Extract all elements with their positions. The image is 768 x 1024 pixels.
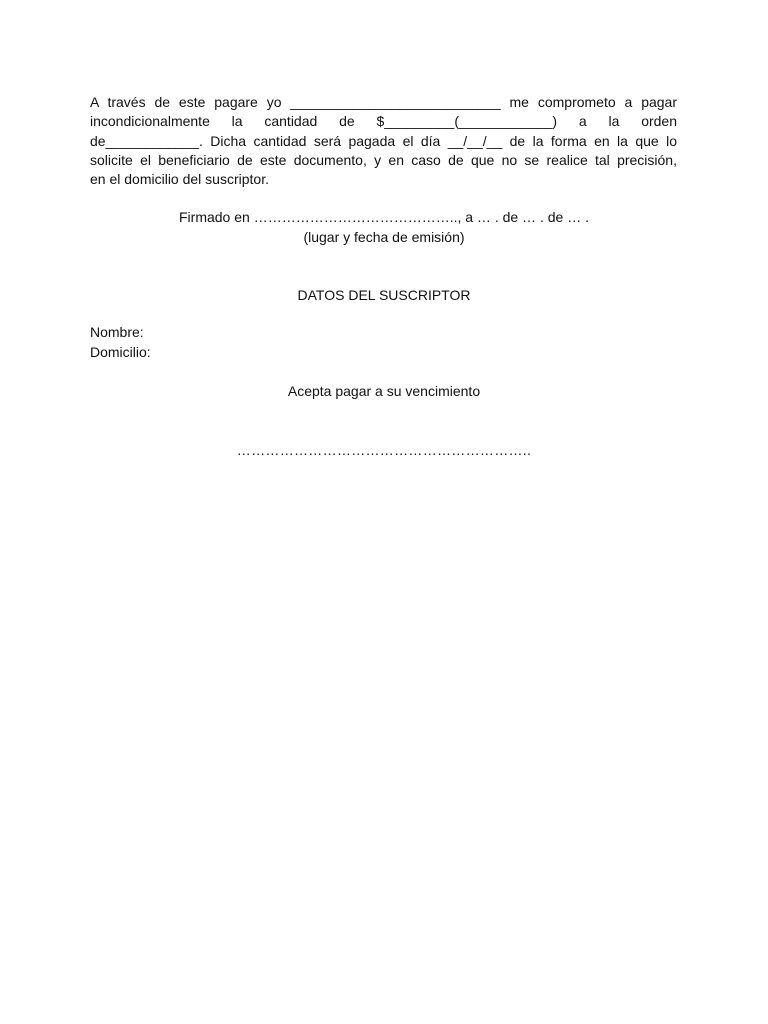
paragraph-line: solicite el beneficiario de este documento, y en caso de que no se realice tal precisión, — [90, 151, 677, 168]
section-title: DATOS DEL SUSCRIPTOR — [297, 287, 471, 303]
address-label: Domicilio: — [90, 344, 151, 360]
signature-line: …………………………………………………….. — [236, 442, 532, 458]
paragraph-line: de____________. Dicha cantidad será pagada el día __/__/__ de la forma en la que lo — [90, 132, 677, 149]
paragraph-line: en el domicilio del suscriptor. — [90, 171, 269, 188]
acceptance-text: Acepta pagar a su vencimiento — [287, 383, 481, 399]
paragraph-line: incondicionalmente la cantidad de $_________(____________) a la orden — [90, 113, 677, 130]
name-label: Nombre: — [90, 324, 144, 340]
promissory-note-paragraph — [90, 93, 677, 189]
place-date-caption: (lugar y fecha de emisión) — [303, 229, 465, 245]
signed-place-date-line: Firmado en …………………………………….., a … . de … . de … . — [179, 209, 589, 225]
paragraph-line: A través de este pagare yo ___________________________ me comprometo a pagar — [90, 94, 677, 110]
